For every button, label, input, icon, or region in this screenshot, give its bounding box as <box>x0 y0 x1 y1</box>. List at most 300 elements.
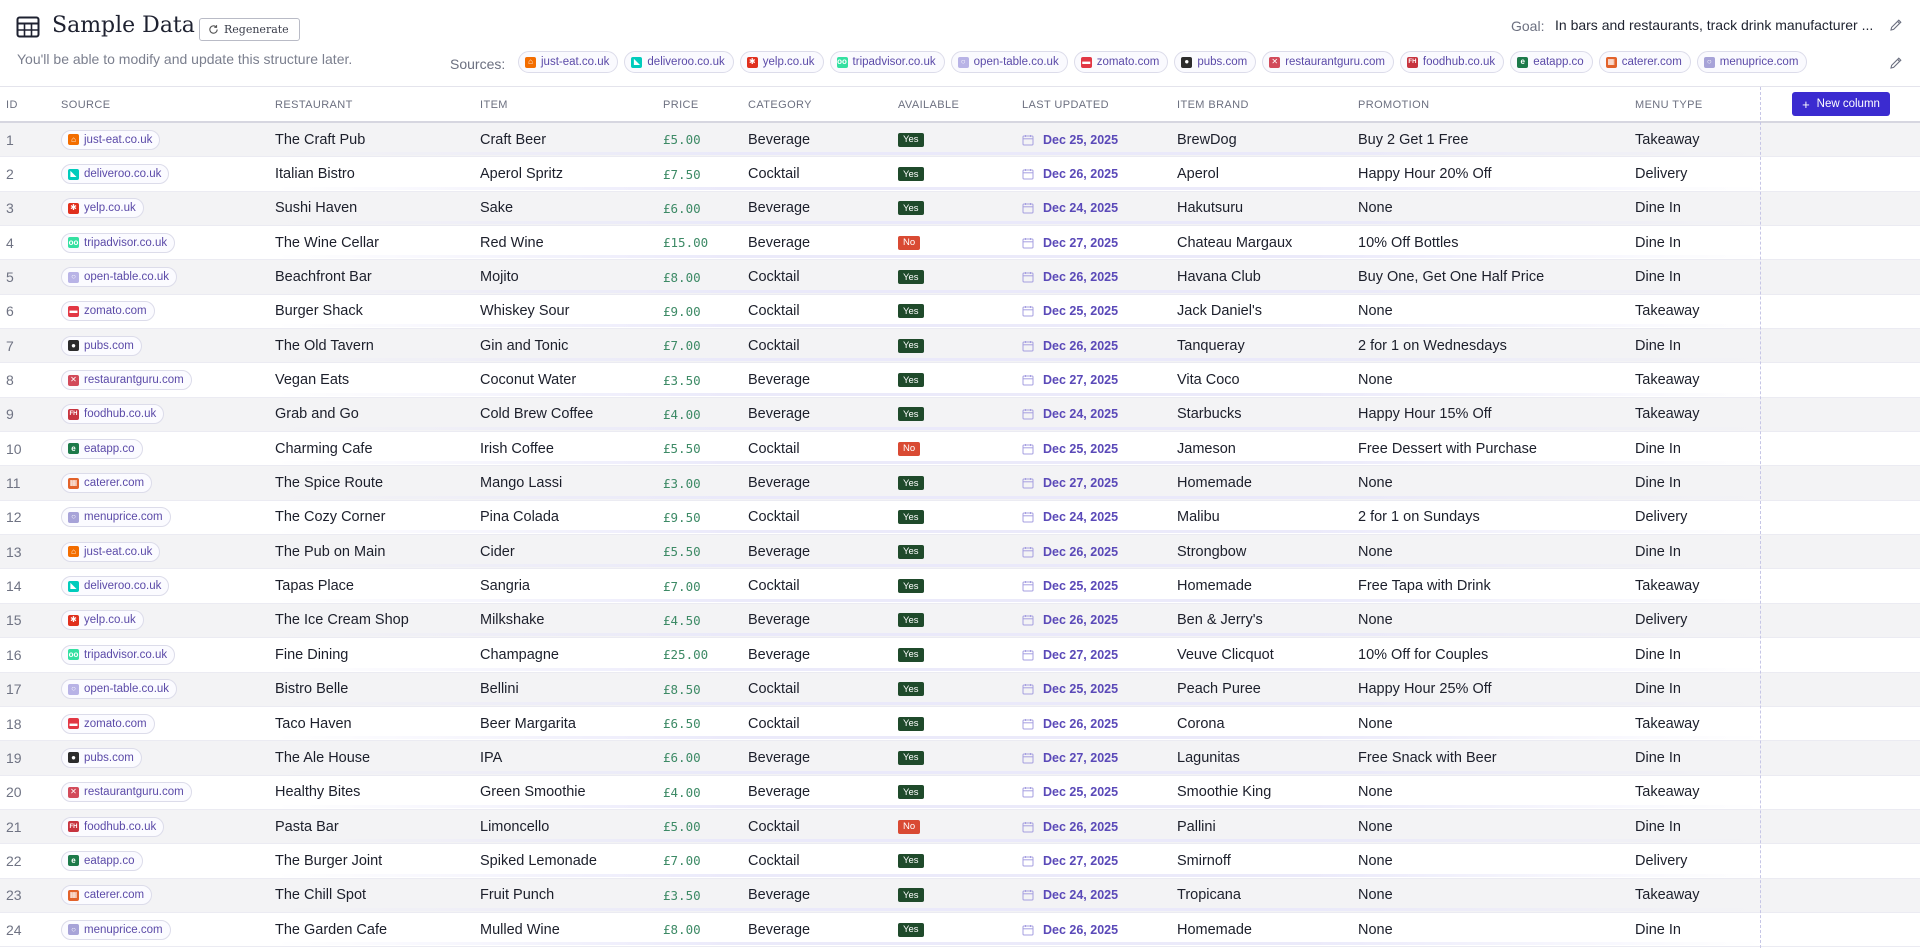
table-row[interactable] <box>0 260 1920 294</box>
source-chip[interactable] <box>61 679 177 699</box>
item-brand-cell[interactable]: Jack Daniel's <box>1177 303 1262 320</box>
available-cell[interactable] <box>898 192 924 225</box>
source-chip[interactable] <box>1510 51 1593 73</box>
price-cell[interactable]: £5.00 <box>663 819 701 835</box>
menu-type-cell[interactable]: Takeaway <box>1635 715 1700 732</box>
promotion-cell[interactable]: 2 for 1 on Sundays <box>1358 509 1480 526</box>
table-row[interactable] <box>0 673 1920 707</box>
table-row[interactable] <box>0 776 1920 810</box>
promotion-cell[interactable]: Buy One, Get One Half Price <box>1358 269 1545 286</box>
last-updated-cell[interactable] <box>1022 776 1118 809</box>
column-header-item[interactable]: ITEM <box>480 99 508 111</box>
item-cell[interactable]: Red Wine <box>480 234 544 251</box>
item-brand-cell[interactable]: Tropicana <box>1177 887 1241 904</box>
column-header-price[interactable]: PRICE <box>663 99 699 111</box>
category-cell[interactable]: Beverage <box>748 372 811 389</box>
category-cell[interactable]: Beverage <box>748 234 811 251</box>
item-brand-cell[interactable]: Smoothie King <box>1177 784 1272 801</box>
available-cell[interactable] <box>898 466 924 499</box>
source-chip[interactable] <box>61 507 171 527</box>
menu-type-cell[interactable]: Takeaway <box>1635 303 1700 320</box>
price-cell[interactable]: £9.00 <box>663 303 701 319</box>
source-chip[interactable] <box>61 542 160 562</box>
source-chip[interactable] <box>740 51 824 73</box>
available-cell[interactable] <box>898 741 924 774</box>
promotion-cell[interactable]: Happy Hour 20% Off <box>1358 166 1492 183</box>
category-cell[interactable]: Beverage <box>748 784 811 801</box>
last-updated-cell[interactable] <box>1022 466 1118 499</box>
restaurant-cell[interactable]: The Ale House <box>275 749 371 766</box>
item-brand-cell[interactable]: Homemade <box>1177 921 1252 938</box>
price-cell[interactable]: £5.00 <box>663 132 701 148</box>
source-chip[interactable] <box>1599 51 1691 73</box>
item-brand-cell[interactable]: Peach Puree <box>1177 681 1261 698</box>
restaurant-cell[interactable]: Grab and Go <box>275 406 359 423</box>
price-cell[interactable]: £8.50 <box>663 681 701 697</box>
last-updated-cell[interactable] <box>1022 295 1118 328</box>
item-cell[interactable]: Spiked Lemonade <box>480 852 597 869</box>
price-cell[interactable]: £4.50 <box>663 612 701 628</box>
last-updated-cell[interactable] <box>1022 363 1118 396</box>
available-cell[interactable] <box>898 226 920 259</box>
category-cell[interactable]: Cocktail <box>748 509 800 526</box>
menu-type-cell[interactable]: Takeaway <box>1635 406 1700 423</box>
category-cell[interactable]: Cocktail <box>748 681 800 698</box>
restaurant-cell[interactable]: The Craft Pub <box>275 131 366 148</box>
promotion-cell[interactable]: Free Snack with Beer <box>1358 749 1497 766</box>
price-cell[interactable]: £6.00 <box>663 200 701 216</box>
item-brand-cell[interactable]: Strongbow <box>1177 543 1247 560</box>
promotion-cell[interactable]: Free Tapa with Drink <box>1358 578 1491 595</box>
item-brand-cell[interactable]: Chateau Margaux <box>1177 234 1293 251</box>
menuprice-favicon: ○ <box>68 512 79 523</box>
restaurant-cell[interactable]: The Old Tavern <box>275 337 374 354</box>
date-value: Dec 24, 2025 <box>1043 888 1119 903</box>
item-brand-cell[interactable]: Ben & Jerry's <box>1177 612 1263 629</box>
item-brand-cell[interactable]: Smirnoff <box>1177 852 1231 869</box>
last-updated-cell[interactable] <box>1022 879 1118 912</box>
menu-type-cell[interactable]: Dine In <box>1635 269 1681 286</box>
column-header-menu-type[interactable]: MENU TYPE <box>1635 99 1703 111</box>
price-cell[interactable]: £4.00 <box>663 406 701 422</box>
source-chip[interactable] <box>61 645 175 665</box>
category-cell[interactable]: Cocktail <box>748 337 800 354</box>
menu-type-cell[interactable]: Takeaway <box>1635 372 1700 389</box>
table-row[interactable] <box>0 432 1920 466</box>
item-brand-cell[interactable]: Corona <box>1177 715 1225 732</box>
available-cell[interactable] <box>898 123 924 156</box>
menu-type-cell[interactable]: Dine In <box>1635 200 1681 217</box>
last-updated-cell[interactable] <box>1022 741 1118 774</box>
category-cell[interactable]: Cocktail <box>748 715 800 732</box>
price-cell[interactable]: £7.50 <box>663 166 701 182</box>
last-updated-cell[interactable] <box>1022 260 1118 293</box>
menu-type-cell[interactable]: Delivery <box>1635 612 1688 629</box>
available-cell[interactable] <box>898 329 924 362</box>
menu-type-cell[interactable]: Dine In <box>1635 543 1681 560</box>
menu-type-cell[interactable]: Dine In <box>1635 681 1681 698</box>
available-cell[interactable] <box>898 604 924 637</box>
item-cell[interactable]: Limoncello <box>480 818 550 835</box>
table-row[interactable] <box>0 638 1920 672</box>
source-chip[interactable] <box>61 473 152 493</box>
menu-type-cell[interactable]: Dine In <box>1635 337 1681 354</box>
available-cell[interactable] <box>898 707 924 740</box>
item-cell[interactable]: Champagne <box>480 646 559 663</box>
source-chip[interactable] <box>61 404 164 424</box>
column-header-category[interactable]: CATEGORY <box>748 99 812 111</box>
item-brand-cell[interactable]: Vita Coco <box>1177 372 1240 389</box>
price-cell[interactable]: £7.00 <box>663 853 701 869</box>
item-cell[interactable]: Aperol Spritz <box>480 166 564 183</box>
source-chip[interactable] <box>1400 51 1504 73</box>
category-cell[interactable]: Beverage <box>748 406 811 423</box>
restaurant-cell[interactable]: Tapas Place <box>275 578 354 595</box>
price-cell[interactable]: £3.50 <box>663 372 701 388</box>
restaurant-cell[interactable]: Italian Bistro <box>275 166 355 183</box>
edit-sources-icon[interactable] <box>1889 56 1903 70</box>
restaurant-cell[interactable]: Charming Cafe <box>275 440 373 457</box>
available-cell[interactable] <box>898 844 924 877</box>
table-row[interactable] <box>0 501 1920 535</box>
item-cell[interactable]: Whiskey Sour <box>480 303 570 320</box>
price-cell[interactable]: £3.50 <box>663 887 701 903</box>
source-chip[interactable] <box>1174 51 1256 73</box>
source-cell <box>61 776 192 809</box>
price-cell[interactable]: £5.50 <box>663 441 701 457</box>
last-updated-cell[interactable] <box>1022 707 1118 740</box>
source-chip[interactable] <box>61 885 152 905</box>
available-cell[interactable] <box>898 810 920 843</box>
table-row[interactable] <box>0 844 1920 878</box>
category-cell[interactable]: Beverage <box>748 646 811 663</box>
price-cell[interactable]: £5.50 <box>663 544 701 560</box>
table-row[interactable] <box>0 707 1920 741</box>
price-cell[interactable]: £8.00 <box>663 269 701 285</box>
source-chip[interactable] <box>61 782 192 802</box>
menu-type-cell[interactable]: Takeaway <box>1635 131 1700 148</box>
source-chip[interactable] <box>1697 51 1808 73</box>
source-chip[interactable] <box>61 439 143 459</box>
category-cell[interactable]: Beverage <box>748 475 811 492</box>
item-brand-cell[interactable]: BrewDog <box>1177 131 1237 148</box>
table-row[interactable] <box>0 398 1920 432</box>
restaurant-cell[interactable]: Pasta Bar <box>275 818 339 835</box>
category-cell[interactable]: Cocktail <box>748 578 800 595</box>
column-header-promotion[interactable]: PROMOTION <box>1358 99 1430 111</box>
column-header-last-updated[interactable]: LAST UPDATED <box>1022 99 1109 111</box>
source-chip[interactable] <box>1074 51 1169 73</box>
source-chip[interactable] <box>61 198 144 218</box>
price-cell[interactable]: £6.50 <box>663 716 701 732</box>
last-updated-cell[interactable] <box>1022 157 1118 190</box>
source-chip[interactable] <box>951 51 1068 73</box>
item-cell[interactable]: Bellini <box>480 681 519 698</box>
column-header-item-brand[interactable]: ITEM BRAND <box>1177 99 1249 111</box>
column-header-source[interactable]: SOURCE <box>61 99 111 111</box>
caterer-favicon: ▦ <box>1607 57 1615 66</box>
column-header-restaurant[interactable]: RESTAURANT <box>275 99 353 111</box>
promotion-cell[interactable]: None <box>1358 784 1393 801</box>
category-cell[interactable]: Beverage <box>748 131 811 148</box>
restaurant-cell[interactable]: The Wine Cellar <box>275 234 379 251</box>
category-cell[interactable]: Beverage <box>748 612 811 629</box>
price-cell[interactable]: £7.00 <box>663 578 701 594</box>
edit-goal-icon[interactable] <box>1889 18 1903 32</box>
table-row[interactable] <box>0 466 1920 500</box>
category-cell[interactable]: Beverage <box>748 921 811 938</box>
category-cell[interactable]: Cocktail <box>748 852 800 869</box>
available-cell[interactable] <box>898 776 924 809</box>
item-cell[interactable]: Coconut Water <box>480 372 577 389</box>
source-chip-label: just-eat.co.uk <box>541 56 610 68</box>
table-row[interactable] <box>0 913 1920 947</box>
new-column-button[interactable] <box>1792 92 1890 116</box>
restaurant-cell[interactable]: The Cozy Corner <box>275 509 386 526</box>
menu-type-cell[interactable]: Dine In <box>1635 818 1681 835</box>
item-cell[interactable]: Mulled Wine <box>480 921 560 938</box>
menu-type-cell[interactable]: Dine In <box>1635 921 1681 938</box>
item-brand-cell[interactable]: Hakutsuru <box>1177 200 1244 217</box>
available-cell[interactable] <box>898 260 924 293</box>
last-updated-cell[interactable] <box>1022 501 1118 534</box>
source-chip[interactable] <box>830 51 945 73</box>
price-cell[interactable]: £6.00 <box>663 750 701 766</box>
last-updated-cell[interactable] <box>1022 192 1118 225</box>
source-chip[interactable] <box>61 817 164 837</box>
restaurant-cell[interactable]: The Ice Cream Shop <box>275 612 409 629</box>
source-chip[interactable] <box>61 748 142 768</box>
source-chip[interactable] <box>1262 51 1394 73</box>
last-updated-cell[interactable] <box>1022 673 1118 706</box>
item-cell[interactable]: Mojito <box>480 269 519 286</box>
table-row[interactable] <box>0 363 1920 397</box>
promotion-cell[interactable]: None <box>1358 715 1393 732</box>
available-cell[interactable] <box>898 432 920 465</box>
item-cell[interactable]: Gin and Tonic <box>480 337 569 354</box>
table-row[interactable] <box>0 123 1920 157</box>
promotion-cell[interactable]: 10% Off Bottles <box>1358 234 1459 251</box>
restaurant-cell[interactable]: Fine Dining <box>275 646 349 663</box>
category-cell[interactable]: Cocktail <box>748 440 800 457</box>
restaurant-cell[interactable]: The Garden Cafe <box>275 921 388 938</box>
last-updated-cell[interactable] <box>1022 329 1118 362</box>
restaurant-cell[interactable]: The Chill Spot <box>275 887 367 904</box>
table-row[interactable] <box>0 329 1920 363</box>
source-cell <box>61 604 144 637</box>
last-updated-cell[interactable] <box>1022 535 1118 568</box>
source-chip[interactable] <box>61 130 160 150</box>
table-row[interactable] <box>0 741 1920 775</box>
restaurant-cell[interactable]: Bistro Belle <box>275 681 349 698</box>
price-cell[interactable]: £7.00 <box>663 338 701 354</box>
item-brand-cell[interactable]: Pallini <box>1177 818 1216 835</box>
category-cell[interactable]: Cocktail <box>748 818 800 835</box>
item-brand-cell[interactable]: Homemade <box>1177 475 1252 492</box>
source-chip[interactable] <box>61 301 155 321</box>
category-cell[interactable]: Beverage <box>748 887 811 904</box>
availability-badge: Yes <box>898 133 924 147</box>
menu-type-cell[interactable]: Takeaway <box>1635 784 1700 801</box>
item-cell[interactable]: Cold Brew Coffee <box>480 406 594 423</box>
column-header-id[interactable]: ID <box>6 99 18 111</box>
item-cell[interactable]: Pina Colada <box>480 509 559 526</box>
price-cell[interactable]: £8.00 <box>663 922 701 938</box>
item-brand-cell[interactable]: Tanqueray <box>1177 337 1245 354</box>
available-cell[interactable] <box>898 879 924 912</box>
promotion-cell[interactable]: Buy 2 Get 1 Free <box>1358 131 1469 148</box>
promotion-cell[interactable]: None <box>1358 200 1393 217</box>
item-cell[interactable]: Fruit Punch <box>480 887 555 904</box>
promotion-cell[interactable]: None <box>1358 303 1393 320</box>
item-brand-cell[interactable]: Jameson <box>1177 440 1236 457</box>
menu-type-cell[interactable]: Dine In <box>1635 440 1681 457</box>
restaurant-cell[interactable]: Vegan Eats <box>275 372 350 389</box>
item-brand-cell[interactable]: Aperol <box>1177 166 1219 183</box>
available-cell[interactable] <box>898 398 924 431</box>
source-chip[interactable] <box>518 51 618 73</box>
available-cell[interactable] <box>898 501 924 534</box>
promotion-cell[interactable]: Happy Hour 25% Off <box>1358 681 1492 698</box>
promotion-cell[interactable]: None <box>1358 475 1393 492</box>
restaurant-cell[interactable]: The Pub on Main <box>275 543 386 560</box>
table-row[interactable] <box>0 535 1920 569</box>
table-row[interactable] <box>0 810 1920 844</box>
promotion-cell[interactable]: Happy Hour 15% Off <box>1358 406 1492 423</box>
promotion-cell[interactable]: None <box>1358 921 1393 938</box>
source-chip[interactable] <box>61 370 192 390</box>
menu-type-cell[interactable]: Takeaway <box>1635 887 1700 904</box>
menu-type-cell[interactable]: Delivery <box>1635 166 1688 183</box>
menu-type-cell[interactable]: Takeaway <box>1635 578 1700 595</box>
promotion-cell[interactable]: None <box>1358 372 1393 389</box>
price-cell[interactable]: £3.00 <box>663 475 701 491</box>
last-updated-cell[interactable] <box>1022 569 1118 602</box>
item-brand-cell[interactable]: Malibu <box>1177 509 1220 526</box>
promotion-cell[interactable]: None <box>1358 612 1393 629</box>
price-cell[interactable]: £9.50 <box>663 509 701 525</box>
menu-type-cell[interactable]: Dine In <box>1635 646 1681 663</box>
menu-type-cell[interactable]: Delivery <box>1635 852 1688 869</box>
promotion-cell[interactable]: Free Dessert with Purchase <box>1358 440 1537 457</box>
restaurant-cell[interactable]: Healthy Bites <box>275 784 361 801</box>
available-cell[interactable] <box>898 673 924 706</box>
available-cell[interactable] <box>898 157 924 190</box>
promotion-cell[interactable]: None <box>1358 887 1393 904</box>
table-row[interactable] <box>0 192 1920 226</box>
source-chip[interactable] <box>61 164 169 184</box>
promotion-cell[interactable]: None <box>1358 818 1393 835</box>
last-updated-cell[interactable] <box>1022 432 1118 465</box>
source-chip[interactable] <box>61 610 144 630</box>
restaurant-cell[interactable]: Burger Shack <box>275 303 363 320</box>
available-cell[interactable] <box>898 569 924 602</box>
promotion-cell[interactable]: 2 for 1 on Wednesdays <box>1358 337 1507 354</box>
restaurant-cell[interactable]: Beachfront Bar <box>275 269 372 286</box>
promotion-cell[interactable]: 10% Off for Couples <box>1358 646 1489 663</box>
source-chip[interactable] <box>61 267 177 287</box>
last-updated-cell[interactable] <box>1022 844 1118 877</box>
menu-type-cell[interactable]: Dine In <box>1635 475 1681 492</box>
source-chip[interactable] <box>624 51 733 73</box>
table-row[interactable] <box>0 879 1920 913</box>
item-cell[interactable]: Milkshake <box>480 612 545 629</box>
category-cell[interactable]: Cocktail <box>748 269 800 286</box>
restaurant-cell[interactable]: The Burger Joint <box>275 852 383 869</box>
item-cell[interactable]: Sake <box>480 200 514 217</box>
price-cell[interactable]: £15.00 <box>663 235 709 251</box>
last-updated-cell[interactable] <box>1022 913 1118 946</box>
item-cell[interactable]: Irish Coffee <box>480 440 554 457</box>
price-cell[interactable]: £25.00 <box>663 647 709 663</box>
row-highlight <box>275 564 1760 567</box>
source-chip[interactable] <box>61 714 155 734</box>
last-updated-cell[interactable] <box>1022 810 1118 843</box>
last-updated-cell[interactable] <box>1022 226 1118 259</box>
menu-type-cell[interactable]: Dine In <box>1635 749 1681 766</box>
menu-type-cell[interactable]: Dine In <box>1635 234 1681 251</box>
item-cell[interactable]: Craft Beer <box>480 131 547 148</box>
restaurant-cell[interactable]: Taco Haven <box>275 715 352 732</box>
item-cell[interactable]: Green Smoothie <box>480 784 586 801</box>
last-updated-cell[interactable] <box>1022 604 1118 637</box>
price-cell[interactable]: £4.00 <box>663 784 701 800</box>
item-brand-cell[interactable]: Veuve Clicquot <box>1177 646 1274 663</box>
column-header-available[interactable]: AVAILABLE <box>898 99 960 111</box>
promotion-cell[interactable]: None <box>1358 543 1393 560</box>
regenerate-button[interactable] <box>199 18 300 41</box>
promotion-cell[interactable]: None <box>1358 852 1393 869</box>
source-chip[interactable] <box>61 576 169 596</box>
last-updated-cell[interactable] <box>1022 398 1118 431</box>
available-cell[interactable] <box>898 295 924 328</box>
item-brand-cell[interactable]: Lagunitas <box>1177 749 1240 766</box>
table-row[interactable] <box>0 157 1920 191</box>
source-chip[interactable] <box>61 336 142 356</box>
category-cell[interactable]: Beverage <box>748 749 811 766</box>
date-value: Dec 27, 2025 <box>1043 235 1119 250</box>
table-row[interactable] <box>0 604 1920 638</box>
last-updated-cell[interactable] <box>1022 638 1118 671</box>
table-row[interactable] <box>0 226 1920 260</box>
table-row[interactable] <box>0 295 1920 329</box>
available-cell[interactable] <box>898 638 924 671</box>
source-chip[interactable] <box>61 233 175 253</box>
source-chip[interactable] <box>61 920 171 940</box>
item-brand-cell[interactable]: Homemade <box>1177 578 1252 595</box>
item-cell[interactable]: IPA <box>480 749 503 766</box>
item-cell[interactable]: Sangria <box>480 578 530 595</box>
restaurant-cell[interactable]: Sushi Haven <box>275 200 358 217</box>
available-cell[interactable] <box>898 913 924 946</box>
category-cell[interactable]: Beverage <box>748 200 811 217</box>
source-chip[interactable] <box>61 851 143 871</box>
item-cell[interactable]: Beer Margarita <box>480 715 576 732</box>
available-cell[interactable] <box>898 363 924 396</box>
restaurant-cell[interactable]: The Spice Route <box>275 475 384 492</box>
category-cell[interactable]: Cocktail <box>748 303 800 320</box>
item-brand-cell[interactable]: Havana Club <box>1177 269 1261 286</box>
table-row[interactable] <box>0 569 1920 603</box>
available-cell[interactable] <box>898 535 924 568</box>
item-cell[interactable]: Mango Lassi <box>480 475 563 492</box>
item-cell[interactable]: Cider <box>480 543 515 560</box>
menu-type-cell[interactable]: Delivery <box>1635 509 1688 526</box>
category-cell[interactable]: Beverage <box>748 543 811 560</box>
item-brand-cell[interactable]: Starbucks <box>1177 406 1242 423</box>
category-cell[interactable]: Cocktail <box>748 166 800 183</box>
last-updated-cell[interactable] <box>1022 123 1118 156</box>
